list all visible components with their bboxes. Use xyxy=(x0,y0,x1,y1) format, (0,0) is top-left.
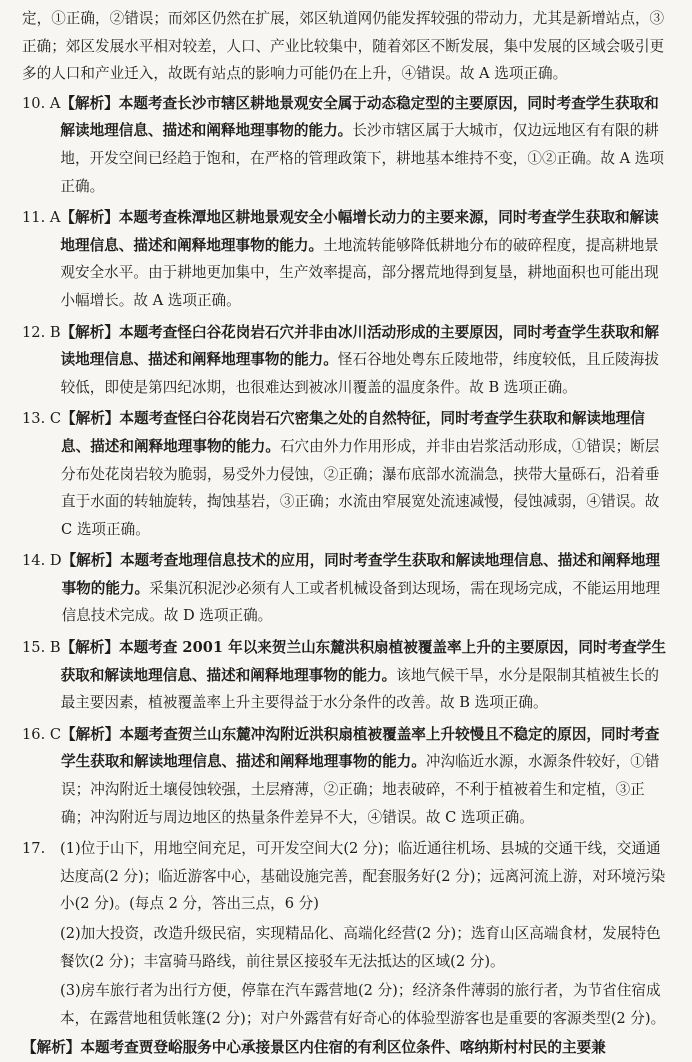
analysis-highlight: 本题考查怪臼谷花岗岩石穴密集之处的自然特征，同时考查学生获取和解读地理信息、描述和阐释地理事物的能力。 xyxy=(61,410,645,455)
analysis-tag: 【解析】 xyxy=(60,639,119,657)
q17-analysis xyxy=(22,1034,670,1062)
item-number: 13. C xyxy=(22,410,62,428)
analysis-text: 怪石谷地处粤东丘陵地带，纬度较低，且丘陵海拔较低，即使是第四纪冰期，也很难达到被冰川覆盖的温度条件。故 B 选项正确。 xyxy=(60,351,659,396)
q17-part1: (1)位于山下，用地空间充足，可开发空间大(2 分)；临近通往机场、县城的交通干线，交通通达度高(2 分)；临近游客中心，基础设施完善，配套服务好(2 分)；远离河流上游，对环境污染小(2 分)。(每点 2 分，答出三点，6 分) xyxy=(60,840,666,913)
analysis-highlight: 本题考查地理信息技术的应用，同时考查学生获取和解读地理信息、描述和阐释地理事物的能力。 xyxy=(61,552,660,597)
item-content xyxy=(61,721,670,831)
item-number: 10. A xyxy=(22,94,61,112)
analysis-text: 长沙市辖区属于大城市，仅边远地区有有限的耕地，开发空间已经趋于饱和，在严格的管理政策下，耕地基本维持不变，①②正确。故 A 选项正确。 xyxy=(60,122,664,195)
answer-item-15 xyxy=(22,634,670,717)
item-content xyxy=(60,90,670,200)
answer-item-14 xyxy=(22,547,670,630)
analysis-text: 该地气候干旱，水分是限制其植被生长的最主要因素，植被覆盖率上升主要得益于水分条件的改善。故 B 选项正确。 xyxy=(60,666,659,712)
answer-item-16 xyxy=(22,721,670,831)
analysis-text: 冲沟临近水源，水源条件较好，①错误；冲沟附近土壤侵蚀较强，土层瘠薄，②正确；地表破碎，不利于植被着生和定植，③正确；冲沟附近与周边地区的热量条件差异不大，④错误。故 C 选项正确。 xyxy=(61,753,660,826)
q17-part3: (3)房车旅行者为出行方便，停靠在汽车露营地(2 分)；经济条件薄弱的旅行者，为节省住宿成本，在露营地租赁帐篷(2 分)；对户外露营有好奇心的体验型游客也是重要的客源类型(2 分)。 xyxy=(60,982,666,1027)
item-number: 12. B xyxy=(22,323,61,341)
analysis-tag: 【解析】 xyxy=(60,209,119,227)
analysis-highlight: 本题考查株潭地区耕地景观安全小幅增长动力的主要来源，同时考查学生获取和解读地理信息、描述和阐释地理事物的能力。 xyxy=(60,209,659,254)
answer-item-13 xyxy=(22,405,670,543)
analysis-tag: 【解析】 xyxy=(61,410,120,428)
item-content xyxy=(60,204,670,314)
analysis-highlight: 本题考查贾登峪服务中心承接景区内住宿的有利区位条件、喀纳斯村村民的主要兼 xyxy=(80,1039,606,1057)
answer-item-17 xyxy=(22,835,670,918)
analysis-tag: 【解析】 xyxy=(61,552,120,570)
analysis-text: 土地流转能够降低耕地分布的破碎程度，提高耕地景观安全水平。由于耕地更加集中，生产效率提高，部分撂荒地得到复垦，耕地面积也可能出现小幅增长。故 A 选项正确。 xyxy=(60,236,659,309)
item-content xyxy=(61,405,670,543)
analysis-tag: 【解析】 xyxy=(60,323,119,341)
item-number: 15. B xyxy=(22,639,61,657)
item-number: 16. C xyxy=(22,725,62,743)
item-content xyxy=(61,634,670,717)
item-number: 14. D xyxy=(22,552,62,570)
analysis-tag: 【解析】 xyxy=(60,94,119,112)
analysis-highlight: 本题考查长沙市辖区耕地景观安全属于动态稳定型的主要原因，同时考查学生获取和解读地理信息、描述和阐释地理事物的能力。 xyxy=(60,94,659,140)
item-content xyxy=(61,319,670,402)
analysis-text: 采集沉积泥沙必须有人工或者机械设备到达现场，需在现场完成，不能运用地理信息技术完成。故 D 选项正确。 xyxy=(61,579,660,625)
item-number: 17. xyxy=(22,840,46,858)
q17-part2: (2)加大投资，改造升级民宿，实现精品化、高端化经营(2 分)；选育山区高端食材，发展特色餐饮(2 分)；丰富骑马路线，前往景区接驳车无法抵达的区域(2 分)。 xyxy=(60,925,661,970)
analysis-tag: 【解析】 xyxy=(61,725,120,743)
analysis-tag: 【解析】 xyxy=(22,1039,81,1057)
analysis-text: 石穴由外力作用形成，并非由岩浆活动形成，①错误；断层分布处花岗岩较为脆弱，易受外力侵蚀，②正确；瀑布底部水流湍急，挟带大量砾石，沿着垂直于水面的转轴旋转，掏蚀基岩，③正确；水流由窄展宽处流速减慢，侵蚀减弱，④错误。故 C 选项正确。 xyxy=(61,437,660,538)
analysis-highlight: 本题考查贺兰山东麓冲沟附近洪积扇植被覆盖率上升较慢且不稳定的原因，同时考查学生获取和解读地理信息、描述和阐释地理事物的能力。 xyxy=(61,725,660,771)
intro-paragraph: 定，①正确，②错误；而郊区仍然在扩展，郊区轨道网仍能发挥较强的带动力，尤其是新增站点，③正确；郊区发展水平相对较差，人口、产业比较集中，随着郊区不断发展，集中发展的区域会吸引更多的人口和产业迁入，故既有站点的影响力可能仍在上升，④错误。故 A 选项正确。 xyxy=(22,10,665,83)
item-number: 11. A xyxy=(22,209,61,227)
answer-item-10 xyxy=(22,90,670,200)
item-content xyxy=(62,547,670,630)
analysis-highlight: 本题考查 2001 年以来贺兰山东麓洪积扇植被覆盖率上升的主要原因，同时考查学生获取和解读地理信息、描述和阐释地理事物的能力。 xyxy=(60,639,666,684)
analysis-highlight: 本题考查怪臼谷花岗岩石穴并非由冰川活动形成的主要原因，同时考查学生获取和解读地理信息、描述和阐释地理事物的能力。 xyxy=(60,323,659,369)
answer-item-11 xyxy=(22,204,670,314)
answer-item-12 xyxy=(22,319,670,402)
